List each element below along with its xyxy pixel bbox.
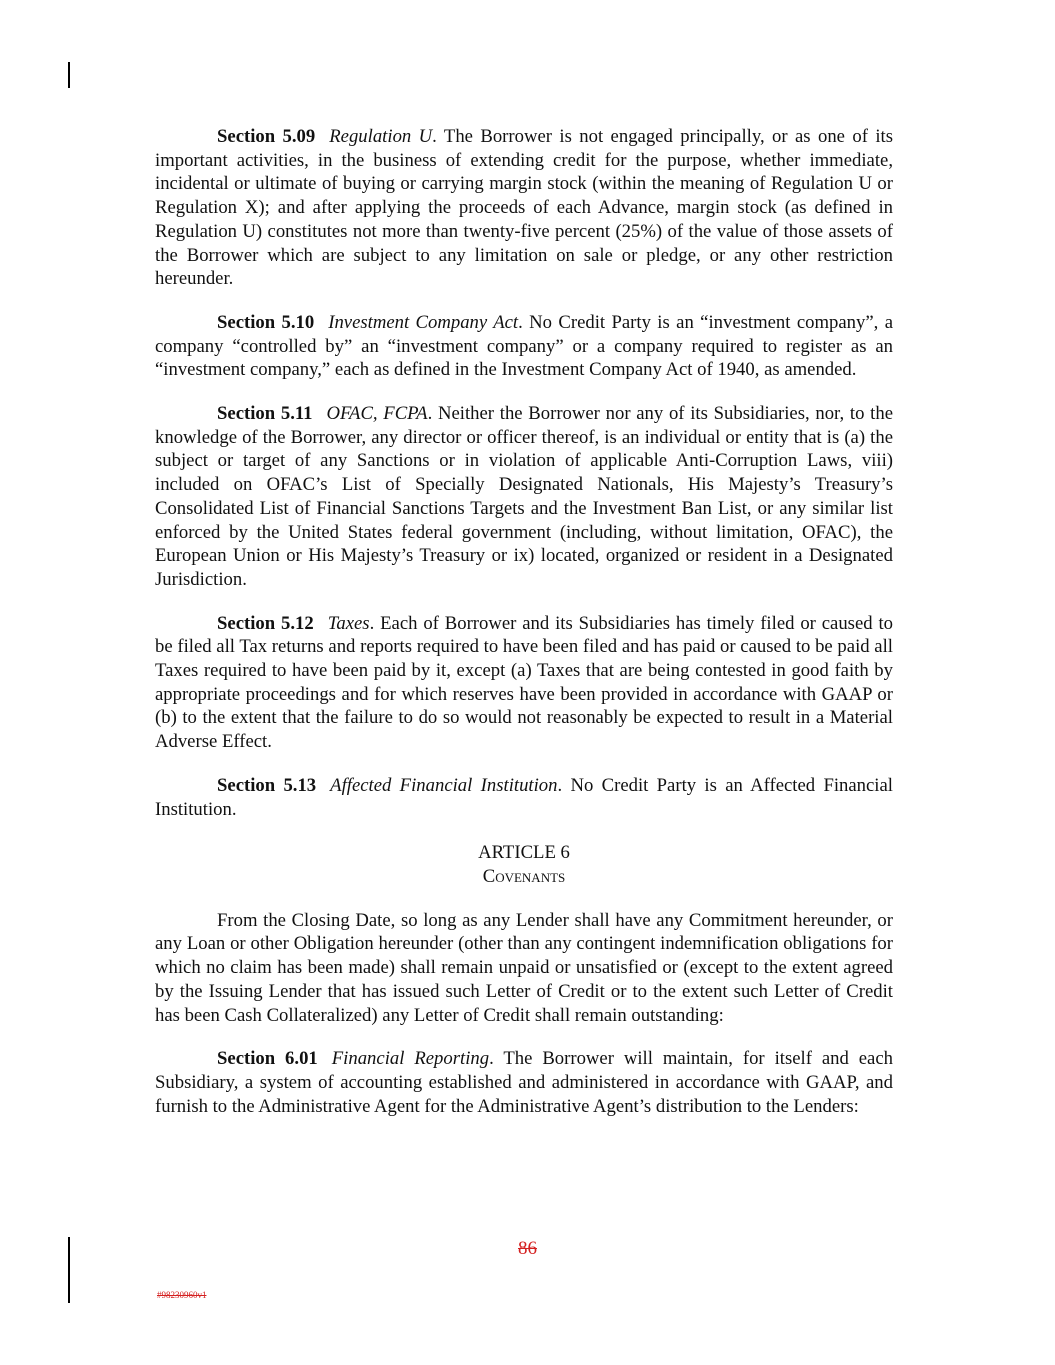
section-title: Financial Reporting	[331, 1048, 490, 1070]
section-body: . Neither the Borrower nor any of its Subsidiaries, nor, to the knowledge of the Borrower, any director or officer thereof, is an individual or entity that is (a) the subject or target of any Sanctions or in violation of applicable Anti-Corruption Laws, viii) included on OFAC’s List of Specially Designated Nationals, His Majesty’s Treasury’s Consolidated List of Financial Sanctions Targets and the Investment Ban List, or any similar list enforced by the United States federal government (including, without limitation, OFAC), the European Union or His Majesty’s Treasury or ix) located, organized or resident in a Designated Jurisdiction.	[155, 403, 893, 590]
article-intro: From the Closing Date, so long as any Lender shall have any Commitment hereunder, or any Loan or other Obligation hereunder (other than any contingent indemnification obligations for which no claim has been made) shall remain unpaid or unsatisfied or (except to the extent agreed by the Issuing Lender that has issued such Letter of Credit or to the extent such Letter of Credit has been Cash Collateralized) any Letter of Credit shall remain outstanding:	[155, 909, 893, 1026]
section-body: . No Credit Party is an Affected Financial Institution.	[155, 774, 893, 820]
section-title: Taxes	[327, 612, 370, 634]
section-5-09	[155, 125, 893, 291]
section-number: Section 5.11	[217, 403, 313, 425]
section-number: Section 5.12	[217, 612, 314, 634]
section-body: . The Borrower is not engaged principally, or as one of its important activities, in the business of extending credit for the purpose, whether immediate, incidental or ultimate of buying or carrying margin stock (within the meaning of Regulation U or Regulation X); and after applying the proceeds of each Advance, margin stock (as defined in Regulation U) constitutes not more than twenty-five percent (25%) of the value of those assets of the Borrower which are subject to any limitation on sale or pledge, or any other restriction hereunder.	[155, 126, 894, 290]
article-heading: ARTICLE 6	[478, 842, 570, 864]
section-body: . The Borrower will maintain, for itself and each Subsidiary, a system of accounting established and administered in accordance with GAAP, and furnish to the Administrative Agent for the Administrative Agent’s distribution to the Lenders:	[155, 1048, 893, 1117]
section-title: Regulation U	[329, 126, 433, 147]
article-subheading: Covenants	[482, 865, 566, 887]
section-body: . Each of Borrower and its Subsidiaries has timely filed or caused to be filed all Tax returns and reports required to have been filed and has paid or caused to be paid all Taxes required to have been paid by it, except (a) Taxes that are being contested in good faith by appropriate proceedings and for which reserves have been provided in accordance with GAAP or (b) to the extent that the failure to do so would not reasonably be expected to result in a Material Adverse Effect.	[155, 612, 893, 753]
section-5-13	[155, 774, 893, 821]
section-6-01	[155, 1047, 893, 1118]
section-number: Section 6.01	[217, 1048, 318, 1070]
section-title: Investment Company Act	[328, 311, 519, 333]
page-number: 86	[518, 1238, 537, 1259]
section-number: Section 5.13	[217, 774, 317, 796]
document-id: #98230960v1	[157, 1290, 207, 1300]
section-title: Affected Financial Institution	[330, 774, 558, 796]
section-number: Section 5.10	[217, 311, 315, 333]
section-title: OFAC, FCPA	[326, 403, 428, 425]
section-5-10	[155, 311, 893, 382]
section-number: Section 5.09	[217, 126, 316, 147]
document-body	[155, 125, 893, 1138]
change-bar-top	[68, 62, 70, 88]
section-5-12	[155, 612, 893, 754]
section-5-11	[155, 402, 893, 592]
section-body: . No Credit Party is an “investment company”, a company “controlled by” an “investment company” or a company required to register as an “investment company,” each as defined in the Investment Company Act of 1940, as amended.	[155, 311, 893, 381]
